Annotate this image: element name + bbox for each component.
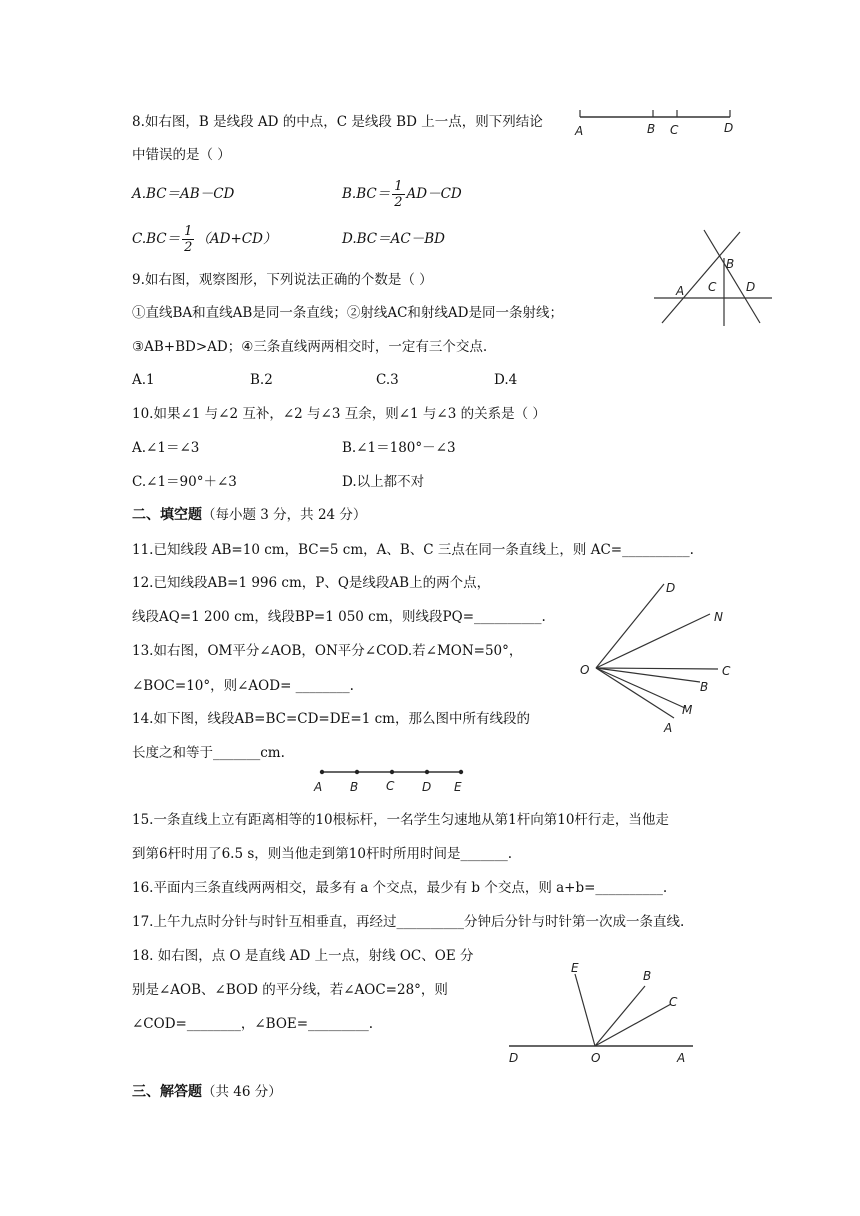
q9-option-d: D.4 [494,372,518,388]
q8-option-b [342,176,462,212]
fraction-denominator: 2 [184,240,193,255]
q8-stem-line2: 中错误的是（ ） [132,147,231,163]
ray-label-a: A [664,721,673,735]
section-2-title: 二、填空题 [132,507,202,523]
q18-line1: 18. 如右图，点 O 是直线 AD 上一点，射线 OC、OE 分 [132,948,474,964]
q10-option-b: B.∠1＝180°－∠3 [342,440,456,456]
q13-line2: ∠BOC=10°，则∠AOD= ________. [132,678,354,694]
q13-line1: 13.如右图，OM平分∠AOB，ON平分∠COD.若∠MON=50°， [132,643,523,659]
q15-line2: 到第6杆时用了6.5 s，则当他走到第10杆时所用时间是_______. [132,846,512,862]
point-label-a: A [677,1051,686,1065]
point-label-a: A [676,284,685,298]
q18-line2: 别是∠AOB、∠BOD 的平分线，若∠AOC=28°，则 [132,982,448,998]
q12-line2: 线段AQ=1 200 cm，线段BP=1 050 cm，则线段PQ=__________. [132,609,546,625]
point-label-a: A [314,780,323,794]
q9-option-c: C.3 [376,372,399,388]
fraction-denominator: 2 [394,195,403,210]
section-2-note: （每小题 3 分，共 24 分） [202,507,367,523]
ray-label-b: B [700,680,709,694]
q10-option-d: D.以上都不对 [342,474,425,490]
point-label-o: O [591,1051,601,1065]
ray-label-n: N [714,610,723,624]
q8-option-b-suffix: AD－CD [406,186,462,202]
q14-line1: 14.如下图，线段AB=BC=CD=DE=1 cm，那么图中所有线段的 [132,711,530,727]
q17-text: 17.上午九点时分针与时针互相垂直，再经过__________分钟后分针与时针第一次成一条直线. [132,914,685,930]
q18-line3: ∠COD=________，∠BOE=_________. [132,1016,374,1032]
point-label-c: C [670,123,679,137]
q12-line1: 12.已知线段AB=1 996 cm，P、Q是线段AB上的两个点， [132,575,491,591]
point-label-e: E [454,780,462,794]
q9-option-b: B.2 [250,372,273,388]
point-label-c: C [386,779,395,793]
q9-stem: 9.如右图，观察图形，下列说法正确的个数是（ ） [132,272,433,288]
q9-three-lines-figure [654,228,784,328]
q14-segment-figure [310,764,470,798]
ray-label-d: D [666,581,676,595]
q8-option-c-suffix: （AD+CD） [196,231,277,247]
point-label-d: D [422,780,432,794]
section-3-note: （共 46 分） [202,1084,282,1100]
point-label-b: B [726,257,735,271]
q8-option-c-prefix: C.BC＝ [132,231,181,247]
section-3-title: 三、解答题 [132,1084,202,1100]
ray-label-c: C [669,995,678,1009]
point-label-b: B [350,780,359,794]
q9-option-a: A.1 [132,372,155,388]
q15-line1: 15.一条直线上立有距离相等的10根标杆，一名学生匀速地从第1杆向第10杆行走，当他走 [132,812,669,828]
q16-text: 16.平面内三条直线两两相交，最多有 a 个交点，最少有 b 个交点，则 a+b=__________. [132,880,668,896]
q8-option-b-fraction [392,179,404,210]
point-label-d: D [509,1051,519,1065]
q8-option-c-fraction [182,224,194,255]
q8-option-a: A.BC＝AB－CD [132,186,235,202]
point-label-d: D [724,121,734,135]
ray-label-b: B [643,969,652,983]
q10-option-c: C.∠1＝90°＋∠3 [132,474,237,490]
point-label-b: B [647,122,656,136]
q14-line2: 长度之和等于_______cm. [132,745,285,761]
q11-text: 11.已知线段 AB=10 cm，BC=5 cm，A、B、C 三点在同一条直线上，则 AC=__________. [132,542,694,558]
point-label-d: D [746,280,756,294]
q8-option-b-prefix: B.BC＝ [342,186,391,202]
q8-segment-figure [572,105,742,141]
q9-statement-2: ③AB+BD>AD；④三条直线两两相交时，一定有三个交点. [132,339,488,355]
q10-stem: 10.如果∠1 与∠2 互补，∠2 与∠3 互余，则∠1 与∠3 的关系是（ ） [132,406,546,422]
point-label-a: A [575,124,584,138]
q8-option-c [132,221,276,257]
point-label-o: O [580,663,590,677]
point-label-c: C [708,280,717,294]
q8-option-d: D.BC＝AC－BD [342,231,445,247]
section-3-heading [132,1083,282,1101]
ray-label-c: C [722,664,731,678]
q10-option-a: A.∠1＝∠3 [132,440,200,456]
ray-label-e: E [571,961,579,975]
section-2-heading [132,506,366,524]
fraction-numerator: 1 [394,179,403,194]
ray-label-m: M [682,703,693,717]
fraction-numerator: 1 [184,224,193,239]
q8-stem-line1: 8.如右图，B 是线段 AD 的中点，C 是线段 BD 上一点，则下列结论 [132,114,543,130]
q13-angles-figure [578,574,748,740]
q18-angles-figure [505,958,700,1066]
q9-statement-1: ①直线BA和直线AB是同一条直线；②射线AC和射线AD是同一条射线； [132,305,563,321]
